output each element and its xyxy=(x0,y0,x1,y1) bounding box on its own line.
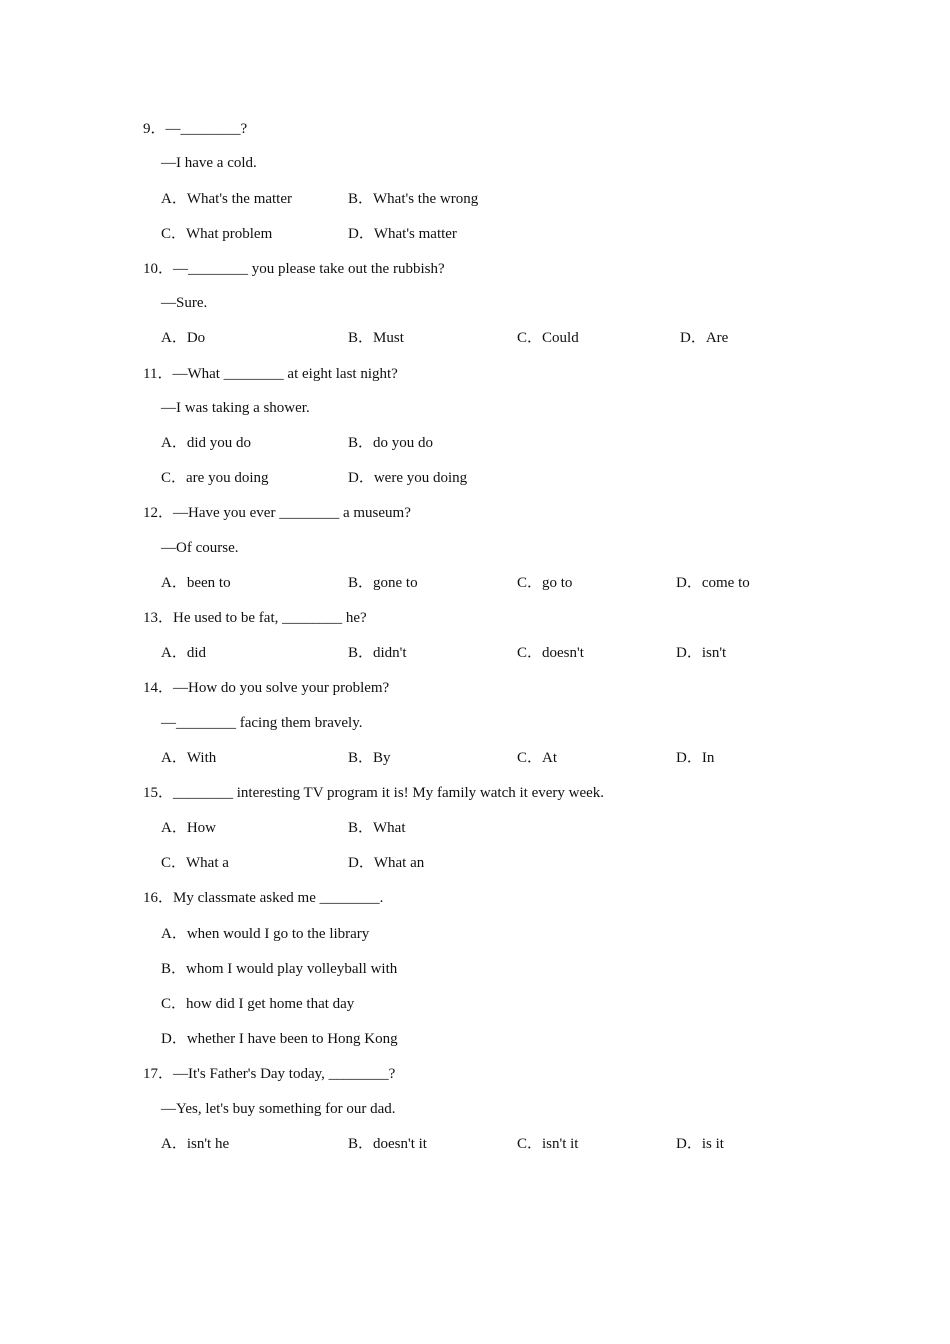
option-label: A． xyxy=(161,191,187,207)
option-text: didn't xyxy=(373,645,407,661)
option-label: A． xyxy=(161,645,187,661)
option-text: did you do xyxy=(186,435,252,451)
question-reply-row xyxy=(0,397,950,419)
option-label: A． xyxy=(161,575,187,591)
question-stem: 14．—How do you solve your problem? xyxy=(143,680,390,696)
question-stem: 17．—It's Father's Day today, ________? xyxy=(143,1066,396,1082)
option-text: Do xyxy=(186,330,206,346)
option-text: In xyxy=(701,750,715,766)
option-row xyxy=(0,747,950,769)
question-stem-row xyxy=(0,502,950,524)
answer-option xyxy=(348,432,433,454)
answer-option xyxy=(517,747,557,769)
option-row xyxy=(0,1028,950,1050)
option-text: isn't it xyxy=(542,1136,579,1152)
option-text: doesn't xyxy=(542,645,584,661)
answer-option xyxy=(348,852,424,874)
question-stem-row xyxy=(0,258,950,280)
option-row xyxy=(0,327,950,349)
option-label: B． xyxy=(348,645,374,661)
option-label: C． xyxy=(517,330,543,346)
answer-option xyxy=(676,747,714,769)
option-label: B． xyxy=(348,575,374,591)
dialogue-reply: —Yes, let's buy something for our dad. xyxy=(161,1101,396,1117)
option-text: were you doing xyxy=(373,470,468,486)
answer-option xyxy=(161,958,397,980)
option-label: C． xyxy=(161,226,187,242)
option-label: D． xyxy=(676,1136,702,1152)
option-text: Must xyxy=(373,330,404,346)
option-text: With xyxy=(186,750,217,766)
answer-option xyxy=(161,817,216,839)
option-label: A． xyxy=(161,330,187,346)
option-text: did xyxy=(186,645,207,661)
option-text: come to xyxy=(701,575,750,591)
option-text: is it xyxy=(701,1136,724,1152)
answer-option xyxy=(161,1028,398,1050)
option-label: D． xyxy=(676,575,702,591)
option-text: By xyxy=(373,750,391,766)
option-label: B． xyxy=(348,820,374,836)
option-label: B． xyxy=(348,1136,374,1152)
option-label: C． xyxy=(161,470,187,486)
dialogue-reply: —Of course. xyxy=(161,540,239,556)
option-row xyxy=(0,432,950,454)
question-stem-row xyxy=(0,887,950,909)
answer-option xyxy=(517,327,579,349)
question-stem: 10．—________ you please take out the rubbish? xyxy=(143,261,445,277)
question-stem-row xyxy=(0,607,950,629)
option-row xyxy=(0,817,950,839)
option-label: B． xyxy=(348,750,374,766)
answer-option xyxy=(680,327,728,349)
dialogue-reply: —Sure. xyxy=(161,295,208,311)
option-label: C． xyxy=(161,996,187,1012)
option-label: C． xyxy=(517,575,543,591)
answer-option xyxy=(161,223,272,245)
option-label: C． xyxy=(161,855,187,871)
option-text: What an xyxy=(373,855,425,871)
option-text: How xyxy=(186,820,217,836)
answer-option xyxy=(676,642,726,664)
option-text: when would I go to the library xyxy=(186,926,370,942)
option-label: B． xyxy=(348,435,374,451)
option-row xyxy=(0,1133,950,1155)
option-label: A． xyxy=(161,820,187,836)
answer-option xyxy=(161,572,231,594)
option-row xyxy=(0,923,950,945)
option-label: A． xyxy=(161,750,187,766)
option-row xyxy=(0,993,950,1015)
option-text: isn't xyxy=(701,645,727,661)
answer-option xyxy=(517,572,572,594)
option-label: C． xyxy=(517,750,543,766)
question-stem-row xyxy=(0,782,950,804)
option-text: go to xyxy=(542,575,573,591)
answer-option xyxy=(161,993,354,1015)
option-text: how did I get home that day xyxy=(186,996,355,1012)
option-label: C． xyxy=(517,645,543,661)
answer-option xyxy=(676,1133,724,1155)
answer-option xyxy=(161,432,251,454)
answer-option xyxy=(161,923,369,945)
answer-option xyxy=(161,852,229,874)
answer-option xyxy=(161,747,216,769)
option-label: B． xyxy=(161,961,187,977)
question-stem-row xyxy=(0,1063,950,1085)
question-stem: 15．________ interesting TV program it is! My family watch it every week. xyxy=(143,785,605,801)
option-label: D． xyxy=(676,645,702,661)
answer-option xyxy=(517,1133,578,1155)
answer-option xyxy=(348,1133,427,1155)
option-text: whether I have been to Hong Kong xyxy=(186,1031,398,1047)
option-label: A． xyxy=(161,1136,187,1152)
answer-option xyxy=(348,223,457,245)
option-row xyxy=(0,572,950,594)
answer-option xyxy=(348,188,478,210)
option-label: C． xyxy=(517,1136,543,1152)
option-label: B． xyxy=(348,191,374,207)
answer-option xyxy=(676,572,750,594)
option-row xyxy=(0,223,950,245)
option-label: D． xyxy=(680,330,706,346)
answer-option xyxy=(348,817,406,839)
option-text: What's matter xyxy=(373,226,457,242)
option-row xyxy=(0,642,950,664)
answer-option xyxy=(161,188,292,210)
question-reply-row xyxy=(0,537,950,559)
option-text: What problem xyxy=(186,226,273,242)
answer-option xyxy=(348,747,391,769)
option-text: been to xyxy=(186,575,231,591)
question-stem: 9．—________? xyxy=(143,121,248,137)
dialogue-reply: —________ facing them bravely. xyxy=(161,715,363,731)
option-label: D． xyxy=(348,226,374,242)
option-text: gone to xyxy=(373,575,418,591)
answer-option xyxy=(517,642,584,664)
question-stem: 12．—Have you ever ________ a museum? xyxy=(143,505,411,521)
answer-option xyxy=(161,327,205,349)
option-text: What xyxy=(373,820,406,836)
option-label: D． xyxy=(348,470,374,486)
question-stem: 11．—What ________ at eight last night? xyxy=(143,366,398,382)
question-stem-row xyxy=(0,677,950,699)
option-text: do you do xyxy=(373,435,434,451)
question-reply-row xyxy=(0,292,950,314)
option-text: Are xyxy=(705,330,729,346)
answer-option xyxy=(161,1133,229,1155)
option-text: Could xyxy=(542,330,579,346)
option-text: What a xyxy=(186,855,229,871)
question-stem: 13．He used to be fat, ________ he? xyxy=(143,610,367,626)
option-label: D． xyxy=(676,750,702,766)
option-text: are you doing xyxy=(186,470,269,486)
answer-option xyxy=(348,572,418,594)
option-text: What's the matter xyxy=(186,191,293,207)
dialogue-reply: —I have a cold. xyxy=(161,155,257,171)
option-row xyxy=(0,188,950,210)
question-reply-row xyxy=(0,152,950,174)
dialogue-reply: —I was taking a shower. xyxy=(161,400,310,416)
question-reply-row xyxy=(0,712,950,734)
question-stem-row xyxy=(0,363,950,385)
option-label: D． xyxy=(348,855,374,871)
option-text: isn't he xyxy=(186,1136,230,1152)
option-text: At xyxy=(542,750,558,766)
option-label: B． xyxy=(348,330,374,346)
answer-option xyxy=(348,327,404,349)
option-label: D． xyxy=(161,1031,187,1047)
option-text: What's the wrong xyxy=(373,191,479,207)
option-row xyxy=(0,467,950,489)
question-reply-row xyxy=(0,1098,950,1120)
question-stem: 16．My classmate asked me ________. xyxy=(143,890,384,906)
option-label: A． xyxy=(161,435,187,451)
option-text: whom I would play volleyball with xyxy=(186,961,398,977)
option-row xyxy=(0,852,950,874)
answer-option xyxy=(348,467,467,489)
answer-option xyxy=(161,642,206,664)
question-stem-row xyxy=(0,118,950,140)
option-row xyxy=(0,958,950,980)
option-text: doesn't it xyxy=(373,1136,427,1152)
option-label: A． xyxy=(161,926,187,942)
answer-option xyxy=(161,467,269,489)
answer-option xyxy=(348,642,407,664)
